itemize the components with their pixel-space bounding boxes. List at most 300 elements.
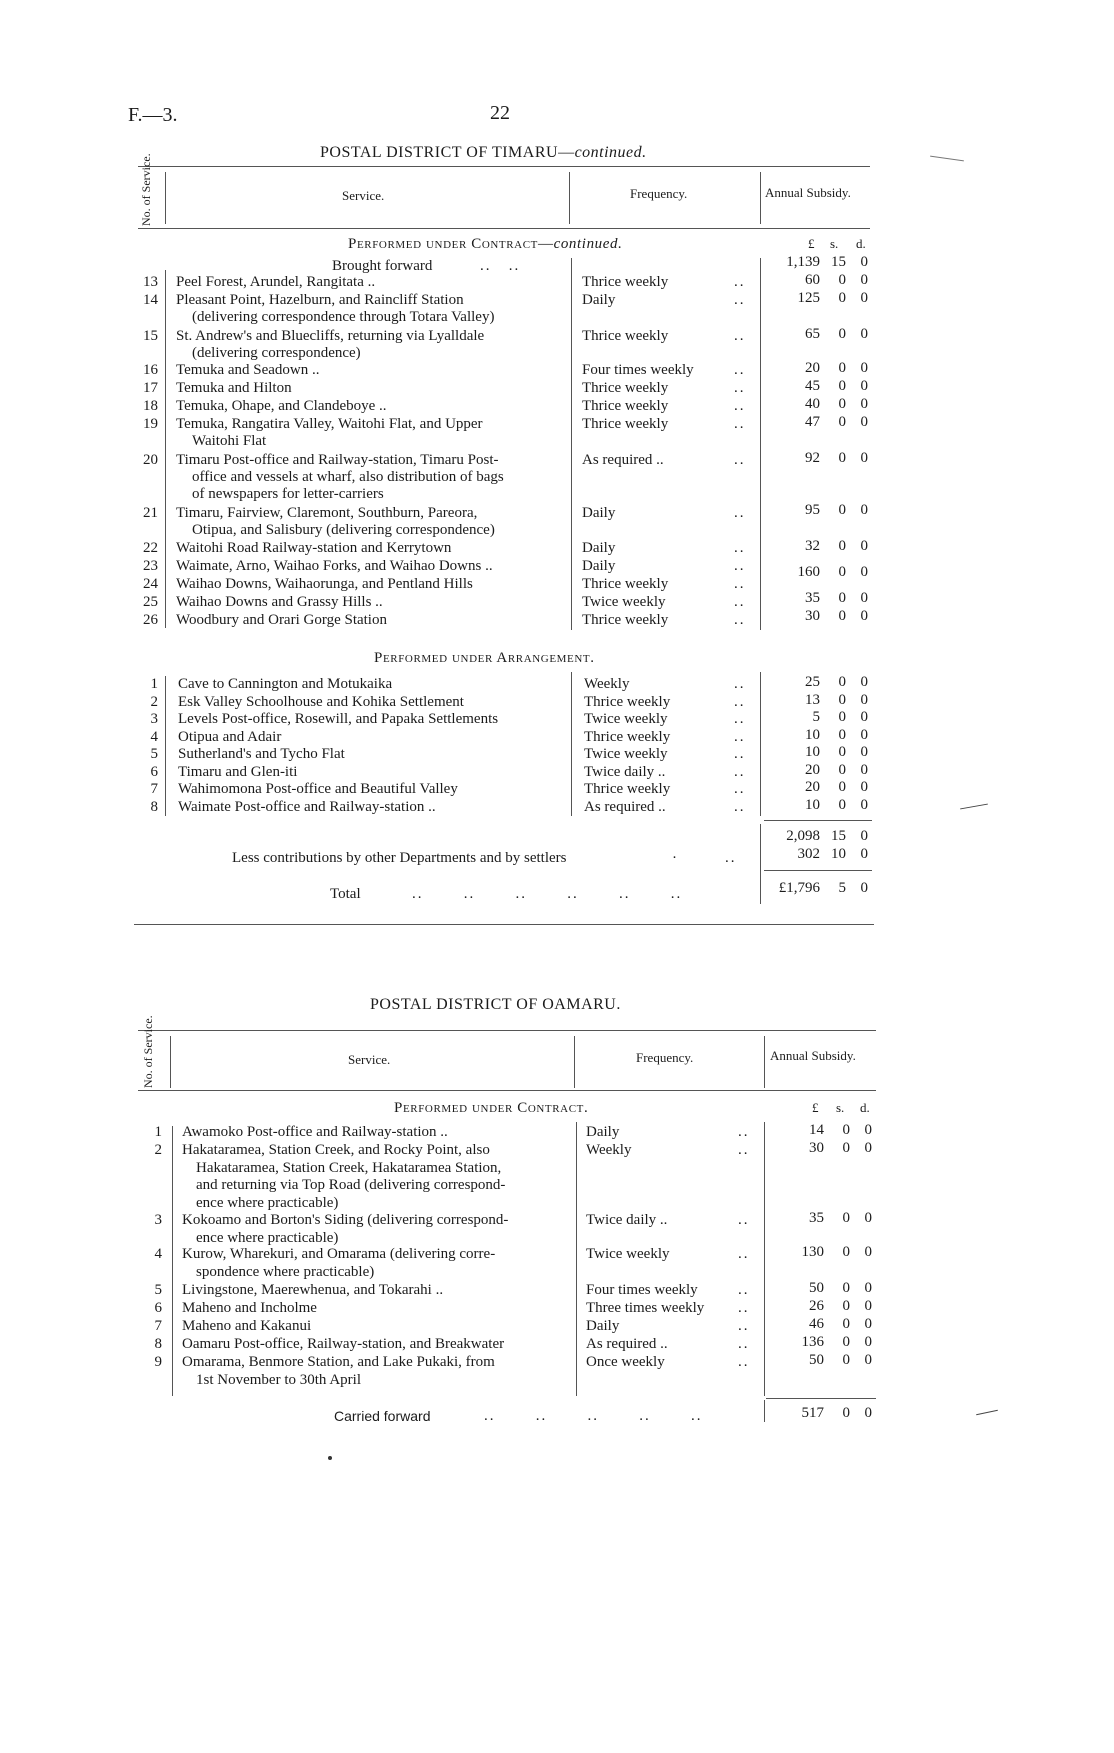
service-frequency: Thrice weekly xyxy=(582,380,669,396)
service-description-line: Kokoamo and Borton's Siding (delivering correspond- xyxy=(182,1212,509,1228)
subsidy-shillings: 0 xyxy=(842,1316,850,1332)
subsidy-shillings: 0 xyxy=(838,726,846,743)
subsidy-pence: 0 xyxy=(860,378,868,394)
subsidy-shillings: 0 xyxy=(842,1140,850,1156)
total-label: Total xyxy=(330,886,361,902)
subsidy-pounds: 46 xyxy=(809,1316,824,1332)
leader-dots: .. xyxy=(734,398,746,414)
service-number: 21 xyxy=(143,505,158,521)
subsidy-pounds: 20 xyxy=(805,779,820,795)
service-description-line: St. Andrew's and Bluecliffs, returning via Lyalldale xyxy=(176,328,485,344)
subtotal-pounds: 2,098 xyxy=(786,828,820,844)
subsidy-shillings: 0 xyxy=(838,761,846,778)
service-number: 4 xyxy=(154,1246,162,1262)
service-description-line: Hakataramea, Station Creek, and Rocky Point, also xyxy=(182,1142,490,1158)
subsidy-pence: 0 xyxy=(864,1244,872,1260)
service-number: 9 xyxy=(154,1354,162,1370)
subsidy-shillings: 0 xyxy=(838,396,846,412)
column-divider xyxy=(571,672,572,816)
subsidy-pence: 0 xyxy=(860,360,868,376)
service-description-line: Temuka, Ohape, and Clandeboye .. xyxy=(176,398,387,414)
service-frequency: Daily xyxy=(582,558,616,574)
subsidy-pounds: 35 xyxy=(809,1210,824,1226)
service-frequency: Thrice weekly xyxy=(582,398,669,414)
subsidy-pence: 0 xyxy=(860,272,868,288)
subsidy-pounds: 10 xyxy=(805,744,820,760)
subsidy-pounds: 95 xyxy=(805,502,820,518)
document-reference: F.—3. xyxy=(128,104,178,126)
subsidy-pounds: 92 xyxy=(805,450,820,466)
leader-dots: .. xyxy=(738,1318,750,1334)
subheading-suffix: continued. xyxy=(553,236,623,252)
service-number: 6 xyxy=(150,763,158,780)
subheading-main: Performed under Contract— xyxy=(348,236,554,252)
service-description: Esk Valley Schoolhouse and Kohika Settlement xyxy=(178,693,464,710)
service-frequency: Four times weekly xyxy=(582,362,694,378)
service-frequency: Thrice weekly xyxy=(582,274,669,290)
subsidy-pounds: 60 xyxy=(805,272,820,288)
service-frequency: Weekly xyxy=(586,1142,632,1158)
subsidy-shillings: 0 xyxy=(838,360,846,376)
subsidy-pence: 0 xyxy=(860,450,868,466)
leader-dots: .. .. .. .. .. xyxy=(484,1408,703,1424)
service-description-line: Otipua, and Salisbury (delivering correspondence) xyxy=(192,522,495,538)
service-description-line: Pleasant Point, Hazelburn, and Raincliff Station xyxy=(176,292,464,308)
service-number: 2 xyxy=(154,1142,162,1158)
service-number: 8 xyxy=(150,798,158,815)
column-divider xyxy=(576,1122,577,1396)
service-description-line: Oamaru Post-office, Railway-station, and Breakwater xyxy=(182,1336,505,1352)
less-contributions-label: Less contributions by other Departments and by settlers xyxy=(232,850,567,866)
brought-forward-label: Brought forward xyxy=(332,258,433,274)
money-head-shillings: s. xyxy=(836,1100,845,1115)
service-number: 1 xyxy=(154,1124,162,1140)
service-number: 3 xyxy=(150,711,158,727)
service-description-line: Waihao Downs, Waihaorunga, and Pentland Hills xyxy=(176,576,473,592)
column-divider xyxy=(764,1400,765,1422)
total-shillings: 5 xyxy=(838,880,846,896)
subsidy-shillings: 0 xyxy=(838,502,846,518)
service-frequency: Thrice weekly xyxy=(582,576,669,592)
service-frequency: Once weekly xyxy=(586,1354,665,1370)
subsidy-pounds: 13 xyxy=(805,691,820,708)
section-title-timaru xyxy=(320,144,647,162)
column-divider xyxy=(172,1126,173,1396)
leader-dots: .. xyxy=(738,1282,750,1298)
subsidy-shillings: 0 xyxy=(842,1244,850,1260)
subsidy-pounds: 40 xyxy=(805,396,820,412)
service-frequency: Daily xyxy=(582,292,616,308)
service-description-line: Waimate, Arno, Waihao Forks, and Waihao Downs .. xyxy=(176,558,493,574)
service-number: 26 xyxy=(143,612,158,628)
brought-forward-shillings: 15 xyxy=(831,254,846,270)
subsidy-shillings: 0 xyxy=(838,779,846,795)
leader-dots: .. .. xyxy=(480,258,521,274)
column-header-service: Service. xyxy=(348,1052,391,1067)
less-pounds: 302 xyxy=(797,846,820,862)
leader-dots: .. xyxy=(734,711,746,727)
column-divider xyxy=(165,676,166,816)
column-divider xyxy=(165,270,166,628)
service-description-line: Maheno and Incholme xyxy=(182,1300,317,1316)
subsidy-pence: 0 xyxy=(864,1122,872,1138)
subsidy-pence: 0 xyxy=(860,779,868,795)
subsidy-pounds: 130 xyxy=(801,1244,824,1260)
leader-dots: .. xyxy=(734,292,746,308)
table-top-rule xyxy=(138,1030,876,1031)
service-frequency: Twice weekly xyxy=(586,1246,670,1262)
service-description-line: Waitohi Road Railway-station and Kerrytown xyxy=(176,540,452,556)
service-description-line: Waihao Downs and Grassy Hills .. xyxy=(176,594,383,610)
ink-speck xyxy=(328,1456,332,1460)
subsidy-pence: 0 xyxy=(860,538,868,554)
subsidy-shillings: 0 xyxy=(838,290,846,306)
service-description: Levels Post-office, Rosewill, and Papaka Settlements xyxy=(178,711,499,727)
leader-dots: · .. xyxy=(672,850,737,866)
service-number: 22 xyxy=(143,540,158,556)
leader-dots: .. xyxy=(734,416,746,432)
service-frequency: As required .. xyxy=(582,452,664,468)
subsidy-pounds: 125 xyxy=(797,290,820,306)
service-description-line: 1st November to 30th April xyxy=(196,1371,361,1388)
subsidy-shillings: 0 xyxy=(838,608,846,624)
leader-dots: .. xyxy=(738,1142,750,1158)
service-number: 5 xyxy=(154,1282,162,1298)
subsidy-shillings: 0 xyxy=(838,590,846,606)
service-frequency: Daily xyxy=(582,540,616,556)
service-description-line: and returning via Top Road (delivering correspond- xyxy=(196,1177,506,1193)
section-end-rule xyxy=(134,924,874,925)
service-frequency: Twice daily .. xyxy=(586,1212,668,1228)
service-frequency: Thrice weekly xyxy=(584,693,671,710)
service-number: 19 xyxy=(143,416,158,432)
subsidy-shillings: 0 xyxy=(838,674,846,690)
service-frequency: Twice weekly xyxy=(584,711,668,727)
leader-dots: .. xyxy=(734,505,746,521)
service-number: 1 xyxy=(150,676,158,692)
table-header-rule xyxy=(138,228,870,229)
service-number: 7 xyxy=(150,781,158,797)
column-divider xyxy=(760,672,761,816)
service-description: Cave to Cannington and Motukaika xyxy=(178,676,393,692)
service-description-line: (delivering correspondence) xyxy=(192,345,361,361)
service-frequency: Daily xyxy=(586,1124,620,1140)
subsidy-shillings: 0 xyxy=(838,744,846,760)
leader-dots: .. xyxy=(734,676,746,692)
column-divider xyxy=(571,258,572,630)
subsidy-pence: 0 xyxy=(860,590,868,606)
service-description-line: spondence where practicable) xyxy=(196,1263,375,1280)
money-head-pence: d. xyxy=(860,1100,870,1115)
leader-dots: .. xyxy=(738,1246,750,1262)
service-description-line: Awamoko Post-office and Railway-station .. xyxy=(182,1124,448,1140)
subsidy-pounds: 14 xyxy=(809,1122,824,1138)
subsidy-shillings: 0 xyxy=(838,450,846,466)
total-rule xyxy=(764,870,872,871)
brought-forward-pounds: 1,139 xyxy=(786,254,820,270)
page-number: 22 xyxy=(490,102,510,124)
column-divider xyxy=(764,1122,765,1396)
service-description-line: Kurow, Wharekuri, and Omarama (delivering corre- xyxy=(182,1246,496,1262)
service-description-line: Peel Forest, Arundel, Rangitata .. xyxy=(176,274,376,290)
subtotal-rule xyxy=(764,820,872,821)
service-description-line: Livingstone, Maerewhenua, and Tokarahi .. xyxy=(182,1282,444,1298)
service-frequency: Twice weekly xyxy=(584,746,668,762)
column-divider xyxy=(165,172,166,224)
column-divider xyxy=(574,1036,575,1088)
total-pounds: £1,796 xyxy=(778,880,820,896)
service-frequency: Twice daily .. xyxy=(584,763,666,780)
service-number: 15 xyxy=(143,328,158,344)
subsidy-pence: 0 xyxy=(860,709,868,725)
subsidy-pence: 0 xyxy=(860,396,868,412)
section-title-suffix: continued. xyxy=(574,144,647,161)
service-number: 6 xyxy=(154,1300,162,1316)
service-number: 8 xyxy=(154,1336,162,1352)
service-description-line: Waitohi Flat xyxy=(192,433,267,449)
service-number: 7 xyxy=(154,1318,162,1334)
section-title-main: POSTAL DISTRICT OF TIMARU— xyxy=(320,144,575,161)
brought-forward-pence: 0 xyxy=(860,254,868,270)
service-description-line: of newspapers for letter-carriers xyxy=(192,486,384,502)
leader-dots: .. xyxy=(734,362,746,378)
table-header-rule xyxy=(138,1090,876,1091)
subsidy-pence: 0 xyxy=(860,796,868,813)
leader-dots: .. xyxy=(738,1336,750,1352)
subsidy-pence: 0 xyxy=(860,608,868,624)
service-description: Waimate Post-office and Railway-station .. xyxy=(178,798,436,815)
subsidy-shillings: 0 xyxy=(838,378,846,394)
subsidy-pounds: 136 xyxy=(801,1334,824,1350)
subsidy-pounds: 45 xyxy=(805,378,820,394)
leader-dots: .. xyxy=(734,576,746,592)
leader-dots: .. xyxy=(734,728,746,745)
subsidy-pounds: 65 xyxy=(805,326,820,342)
subtotal-pence: 0 xyxy=(860,828,868,844)
subsidy-pence: 0 xyxy=(864,1334,872,1350)
subsidy-shillings: 0 xyxy=(842,1122,850,1138)
column-header-annual-subsidy: Annual Subsidy. xyxy=(770,1048,856,1063)
subsidy-pence: 0 xyxy=(864,1316,872,1332)
column-divider xyxy=(760,824,761,904)
carried-forward-pounds: 517 xyxy=(801,1405,824,1421)
leader-dots: .. xyxy=(734,558,746,574)
service-frequency: Weekly xyxy=(584,676,630,692)
subtotal-shillings: 15 xyxy=(831,828,846,844)
service-number: 18 xyxy=(143,398,158,414)
carried-forward-label: Carried forward xyxy=(334,1408,431,1424)
ink-mark xyxy=(960,804,988,810)
subsidy-pounds: 30 xyxy=(809,1140,824,1156)
subsidy-shillings: 0 xyxy=(838,564,846,580)
service-number: 16 xyxy=(143,362,158,378)
subsidy-shillings: 0 xyxy=(838,272,846,288)
service-frequency: Thrice weekly xyxy=(584,781,671,797)
service-frequency: Daily xyxy=(586,1318,620,1334)
service-frequency: Daily xyxy=(582,505,616,521)
leader-dots: .. xyxy=(738,1300,750,1316)
subsidy-pence: 0 xyxy=(864,1352,872,1368)
leader-dots: .. xyxy=(734,380,746,396)
leader-dots: .. .. .. .. .. .. xyxy=(412,886,683,902)
service-frequency: Thrice weekly xyxy=(582,328,669,344)
subsidy-shillings: 0 xyxy=(838,796,846,813)
subsidy-pence: 0 xyxy=(860,691,868,708)
leader-dots: .. xyxy=(734,540,746,556)
carried-forward-pence: 0 xyxy=(864,1405,872,1421)
subsidy-shillings: 0 xyxy=(838,414,846,430)
subsidy-pounds: 35 xyxy=(805,590,820,606)
service-description: Otipua and Adair xyxy=(178,728,282,745)
leader-dots: .. xyxy=(734,781,746,797)
column-header-annual-subsidy: Annual Subsidy. xyxy=(765,185,851,200)
leader-dots: .. xyxy=(738,1212,750,1228)
service-number: 25 xyxy=(143,594,158,610)
subsidy-pounds: 160 xyxy=(797,564,820,580)
subsidy-shillings: 0 xyxy=(842,1352,850,1368)
ink-mark xyxy=(976,1410,998,1416)
subsidy-shillings: 0 xyxy=(842,1280,850,1296)
service-number: 14 xyxy=(143,292,158,308)
subsidy-shillings: 0 xyxy=(838,538,846,554)
subsidy-pounds: 20 xyxy=(805,360,820,376)
leader-dots: .. xyxy=(734,763,746,780)
service-description-line: Hakataramea, Station Creek, Hakataramea Station, xyxy=(196,1159,502,1176)
column-divider xyxy=(170,1036,171,1088)
service-frequency: Thrice weekly xyxy=(582,612,669,628)
subsidy-shillings: 0 xyxy=(842,1298,850,1314)
service-frequency: Four times weekly xyxy=(586,1282,698,1298)
subheading-performed-under-arrangement: Performed under Arrangement. xyxy=(374,650,595,666)
service-description-line: Temuka, Rangatira Valley, Waitohi Flat, and Upper xyxy=(176,416,483,432)
leader-dots: .. xyxy=(738,1124,750,1140)
subheading-performed-under-contract: Performed under Contract. xyxy=(394,1100,589,1116)
subsidy-pence: 0 xyxy=(860,726,868,743)
subheading-performed-under-contract xyxy=(348,236,622,253)
service-number: 23 xyxy=(143,558,158,574)
leader-dots: .. xyxy=(734,746,746,762)
service-frequency: Thrice weekly xyxy=(584,728,671,745)
subsidy-pounds: 10 xyxy=(805,726,820,743)
subsidy-pounds: 10 xyxy=(805,796,820,813)
service-number: 4 xyxy=(150,728,158,745)
subsidy-pence: 0 xyxy=(864,1140,872,1156)
column-header-no-of-service: No. of Service. xyxy=(139,153,153,226)
leader-dots: .. xyxy=(734,594,746,610)
column-divider xyxy=(760,258,761,630)
leader-dots: .. xyxy=(734,612,746,628)
leader-dots: .. xyxy=(734,274,746,290)
subsidy-pence: 0 xyxy=(860,326,868,342)
service-description-line: ence where practicable) xyxy=(196,1194,339,1211)
service-description-line: Temuka and Hilton xyxy=(176,380,292,396)
subsidy-pence: 0 xyxy=(860,290,868,306)
column-header-no-of-service: No. of Service. xyxy=(141,1015,155,1088)
column-header-service: Service. xyxy=(342,188,385,203)
leader-dots: .. xyxy=(734,328,746,344)
subsidy-pence: 0 xyxy=(860,761,868,778)
money-head-shillings: s. xyxy=(830,236,839,251)
service-description-line: Woodbury and Orari Gorge Station xyxy=(176,612,387,628)
carried-forward-shillings: 0 xyxy=(842,1405,850,1421)
subsidy-pounds: 5 xyxy=(812,709,820,725)
leader-dots: .. xyxy=(734,452,746,468)
service-description-line: office and vessels at wharf, also distribution of bags xyxy=(192,469,504,485)
service-frequency: Three times weekly xyxy=(586,1300,705,1316)
carried-forward-rule xyxy=(766,1398,876,1399)
service-number: 13 xyxy=(143,274,158,290)
money-head-pence: d. xyxy=(856,236,866,251)
service-frequency: As required .. xyxy=(584,798,666,815)
service-number: 17 xyxy=(143,380,158,396)
service-frequency: As required .. xyxy=(586,1336,668,1352)
service-description-line: (delivering correspondence through Totara Valley) xyxy=(192,309,495,325)
service-description-line: Maheno and Kakanui xyxy=(182,1318,312,1334)
service-frequency: Thrice weekly xyxy=(582,416,669,432)
service-number: 3 xyxy=(154,1212,162,1228)
subsidy-pounds: 26 xyxy=(809,1298,824,1314)
service-description: Timaru and Glen-iti xyxy=(178,763,298,780)
leader-dots: .. xyxy=(734,693,746,710)
column-divider xyxy=(569,172,570,224)
subsidy-shillings: 0 xyxy=(838,326,846,342)
column-divider xyxy=(764,1036,765,1088)
subsidy-shillings: 0 xyxy=(842,1210,850,1226)
less-shillings: 10 xyxy=(831,846,846,862)
subsidy-shillings: 0 xyxy=(838,691,846,708)
subsidy-shillings: 0 xyxy=(842,1334,850,1350)
table-top-rule xyxy=(138,166,870,167)
less-pence: 0 xyxy=(860,846,868,862)
column-header-frequency: Frequency. xyxy=(636,1050,694,1065)
subsidy-pounds: 20 xyxy=(805,761,820,778)
column-header-frequency: Frequency. xyxy=(630,186,688,201)
service-description: Sutherland's and Tycho Flat xyxy=(178,746,345,762)
leader-dots: .. xyxy=(738,1354,750,1370)
service-frequency: Twice weekly xyxy=(582,594,666,610)
service-number: 2 xyxy=(150,693,158,710)
subsidy-pence: 0 xyxy=(860,744,868,760)
service-description-line: ence where practicable) xyxy=(196,1229,339,1246)
service-number: 20 xyxy=(143,452,158,468)
subsidy-pounds: 30 xyxy=(805,608,820,624)
total-pence: 0 xyxy=(860,880,868,896)
money-head-pounds: £ xyxy=(812,1100,819,1115)
subsidy-pence: 0 xyxy=(860,564,868,580)
ink-mark xyxy=(930,156,964,162)
money-head-pounds: £ xyxy=(808,236,815,251)
column-divider xyxy=(760,172,761,224)
service-description-line: Timaru, Fairview, Claremont, Southburn, Pareora, xyxy=(176,505,478,521)
subsidy-pence: 0 xyxy=(860,414,868,430)
subsidy-pence: 0 xyxy=(860,502,868,518)
subsidy-pounds: 50 xyxy=(809,1352,824,1368)
service-description-line: Timaru Post-office and Railway-station, Timaru Post- xyxy=(176,452,499,468)
subsidy-pence: 0 xyxy=(864,1298,872,1314)
section-title-oamaru: POSTAL DISTRICT OF OAMARU. xyxy=(370,996,621,1013)
subsidy-pence: 0 xyxy=(860,674,868,690)
service-description-line: Omarama, Benmore Station, and Lake Pukaki, from xyxy=(182,1354,495,1370)
subsidy-pounds: 50 xyxy=(809,1280,824,1296)
service-number: 5 xyxy=(150,746,158,762)
subsidy-pounds: 25 xyxy=(805,674,820,690)
subsidy-pence: 0 xyxy=(864,1210,872,1226)
subsidy-pence: 0 xyxy=(864,1280,872,1296)
leader-dots: .. xyxy=(734,798,746,815)
subsidy-shillings: 0 xyxy=(838,709,846,725)
service-description-line: Temuka and Seadown .. xyxy=(176,362,320,378)
service-description: Wahimomona Post-office and Beautiful Valley xyxy=(178,781,458,797)
